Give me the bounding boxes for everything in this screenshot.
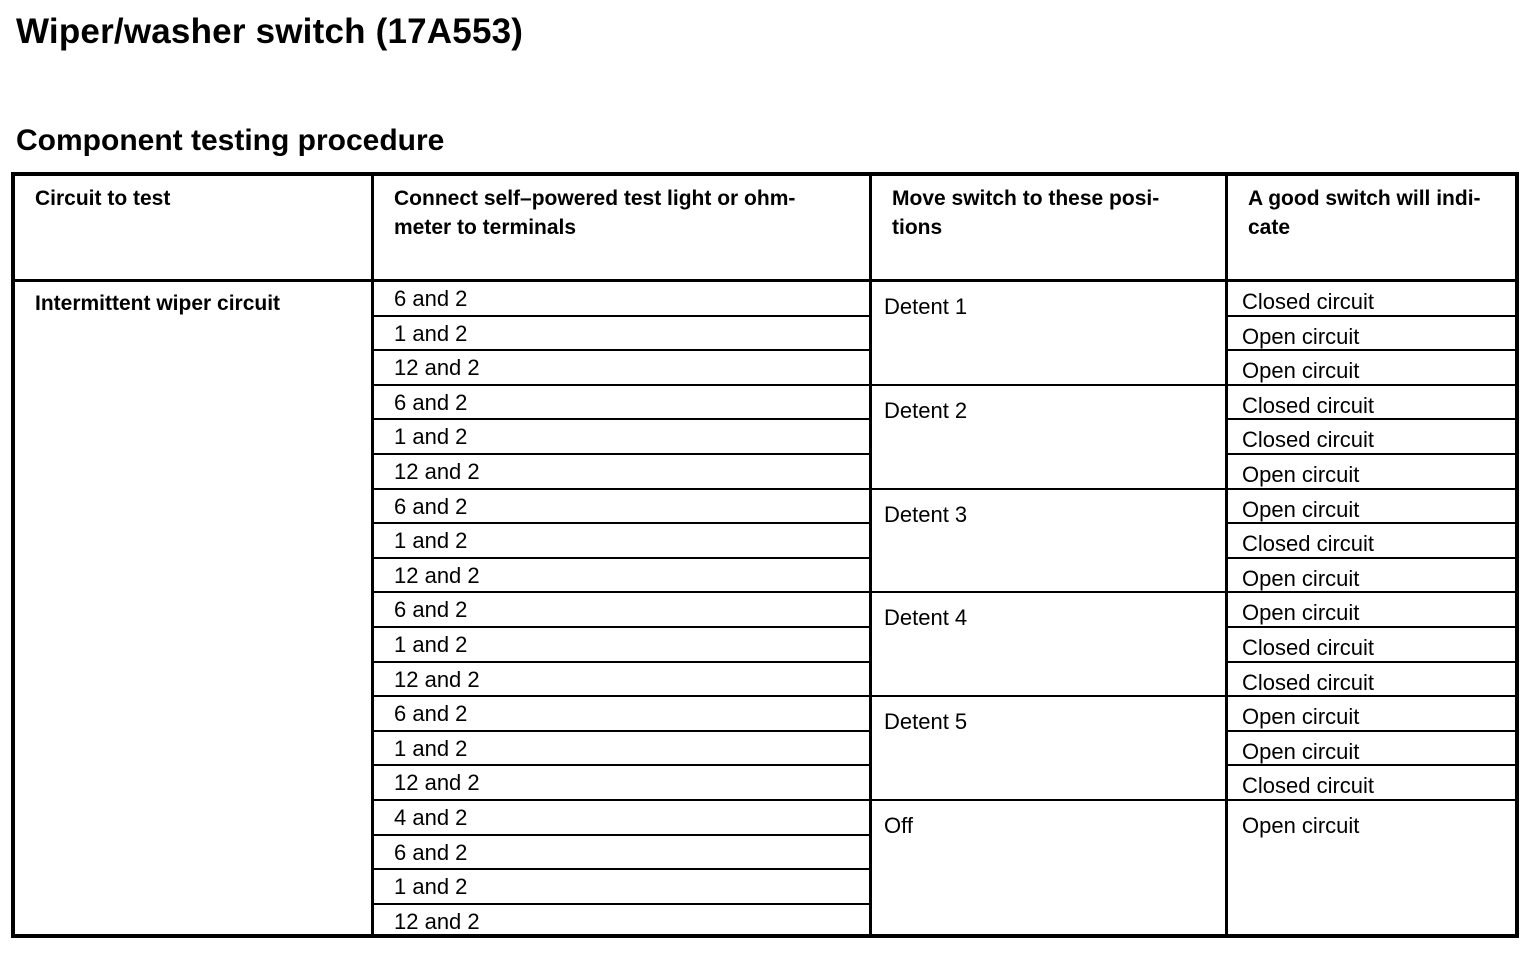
circuit-column [15, 176, 371, 934]
terminal-pair-cell: 6 and 2 [374, 593, 869, 628]
switch-position-cell: Detent 3 [872, 490, 1225, 594]
indication-result-cell: Open circuit [1228, 455, 1515, 490]
terminal-pair-cell: 6 and 2 [374, 697, 869, 732]
terminal-pair-cell: 6 and 2 [374, 490, 869, 525]
terminal-pair-cell: 12 and 2 [394, 908, 480, 934]
indication-result-cell: Closed circuit [1228, 386, 1515, 421]
terminal-pair-cell: 1 and 2 [374, 628, 869, 663]
terminal-pair-cell: 1 and 2 [374, 870, 869, 905]
terminal-pair-cell: 4 and 2 [374, 801, 869, 836]
indication-result-cell: Open circuit [1228, 317, 1515, 352]
indication-result-cell: Open circuit [1242, 813, 1360, 838]
testing-procedure-table [11, 172, 1519, 938]
positions-column [869, 176, 1225, 934]
terminal-pair-cell: 12 and 2 [374, 663, 869, 698]
section-title: Component testing procedure [16, 124, 445, 157]
terminal-pair-cell: 6 and 2 [374, 282, 869, 317]
switch-position-cell: Detent 1 [872, 282, 1225, 386]
indication-result-cell: Open circuit [1228, 351, 1515, 386]
switch-position-cell: Detent 4 [872, 593, 1225, 697]
indication-result-cell: Open circuit [1228, 490, 1515, 525]
document-title: Wiper/washer switch (17A553) [16, 12, 524, 51]
terminal-pair-cell: 1 and 2 [374, 317, 869, 352]
header-good-switch-indication [1228, 176, 1515, 282]
indication-result-cell: Closed circuit [1228, 663, 1515, 698]
terminal-pair-cell: 1 and 2 [374, 420, 869, 455]
positions-cells [872, 282, 1225, 934]
circuit-name: Intermittent wiper circuit [35, 292, 281, 315]
indication-result-cell: Closed circuit [1228, 628, 1515, 663]
indication-result-cell: Closed circuit [1228, 282, 1515, 317]
indication-result-cell: Closed circuit [1228, 766, 1515, 801]
terminal-pair-cell: 1 and 2 [374, 732, 869, 767]
header-positions-text: Move switch to these posi- tions [892, 187, 1160, 239]
indication-cells [1228, 282, 1515, 934]
terminal-pair-cell: 12 and 2 [374, 766, 869, 801]
terminals-cells [374, 282, 869, 934]
terminal-pair-cell: 12 and 2 [374, 559, 869, 594]
header-switch-positions [872, 176, 1225, 282]
header-indication-text: A good switch will indi- cate [1248, 187, 1481, 239]
switch-position-cell: Detent 2 [872, 386, 1225, 490]
header-circuit-to-test: Circuit to test [15, 176, 371, 282]
switch-position-cell: Detent 5 [872, 697, 1225, 801]
indication-result-cell: Open circuit [1228, 732, 1515, 767]
indication-result-cell: Open circuit [1228, 593, 1515, 628]
terminals-column [371, 176, 869, 934]
indication-result-cell: Closed circuit [1228, 524, 1515, 559]
header-terminals [374, 176, 869, 282]
header-terminals-text: Connect self–powered test light or ohm- meter to terminals [394, 187, 796, 239]
indication-result-cell: Open circuit [1228, 697, 1515, 732]
terminal-pair-cell: 6 and 2 [374, 386, 869, 421]
indication-column [1225, 176, 1515, 934]
terminal-pair-cell: 12 and 2 [374, 351, 869, 386]
terminal-pair-cell: 12 and 2 [374, 455, 869, 490]
indication-result-cell: Closed circuit [1228, 420, 1515, 455]
indication-result-cell: Open circuit [1228, 559, 1515, 594]
terminal-pair-cell: 1 and 2 [374, 524, 869, 559]
switch-position-cell: Off [884, 813, 913, 838]
circuit-cell [15, 282, 371, 934]
terminal-pair-cell: 6 and 2 [374, 836, 869, 871]
